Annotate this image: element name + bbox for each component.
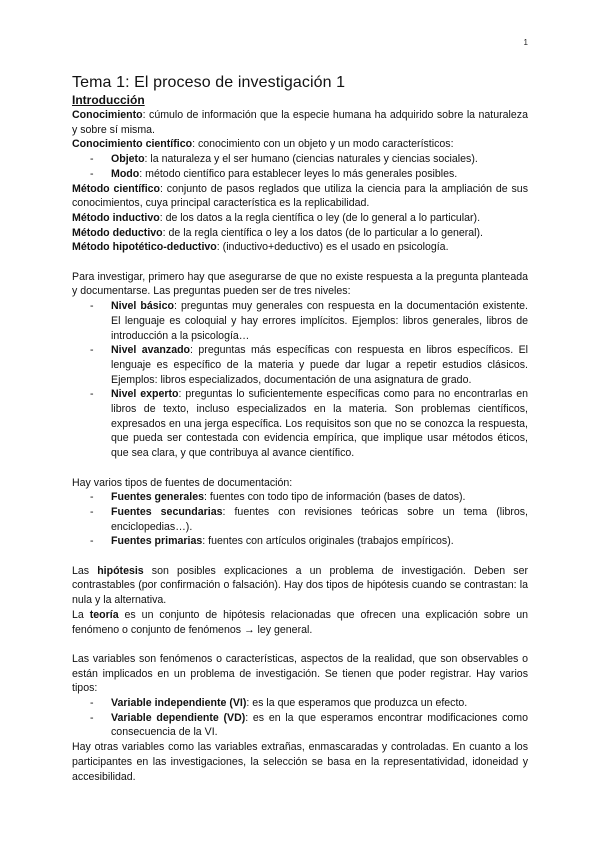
term: Variable independiente (VI): [111, 697, 247, 710]
definition-metodo-cientifico: [72, 182, 528, 211]
list-item-modo: [72, 167, 528, 182]
definition-metodo-inductivo: [72, 211, 528, 226]
term: Método hipotético-deductivo: [72, 241, 217, 254]
definition-metodo-deductivo: [72, 226, 528, 241]
definition-text: : conjunto de pasos reglados que utiliza la ciencia para la ampliación de sus conocimientos, cuya principal característica es la replicabilidad.: [72, 182, 528, 210]
term: Nivel avanzado: [111, 344, 191, 357]
definition-conocimiento-cientifico: [72, 137, 528, 152]
list-item-fuentes-primarias: [72, 534, 528, 549]
niveles-list: [72, 299, 528, 461]
definition-text: : fuentes con todo tipo de información (bases de datos).: [204, 491, 466, 504]
definition-text: : de los datos a la regla científica o ley (de lo general a lo particular).: [159, 211, 481, 224]
definition-text: : fuentes con artículos originales (trabajos empíricos).: [202, 535, 454, 548]
text: Las: [72, 564, 98, 577]
term: Fuentes secundarias: [111, 505, 223, 518]
list-item-nivel-experto: [72, 387, 528, 461]
teoria-paragraph: [72, 608, 528, 637]
fuentes-intro: Hay varios tipos de fuentes de documentación:: [72, 476, 293, 489]
definition-text: : conocimiento con un objeto y un modo característicos:: [192, 138, 454, 151]
text: son posibles explicaciones a un problema de investigación. Deben ser contrastables (por confirmación o falsación). Hay dos tipos de hipótesis cuando se contrastan: la nula y la alternativa.: [72, 564, 528, 607]
spacer: [72, 461, 528, 476]
term: Nivel básico: [111, 300, 174, 313]
variables-outro: Hay otras variables como las variables extrañas, enmascaradas y controladas. En cuanto a los participantes en las investigaciones, la selección se basa en la representatividad, idoneidad y accesibilidad.: [72, 741, 528, 783]
definition-text: : cúmulo de información que la especie humana ha adquirido sobre la naturaleza y sobre sí misma.: [72, 109, 528, 136]
definition-conocimiento: [72, 108, 528, 137]
term: Fuentes primarias: [111, 535, 203, 548]
term: Método deductivo: [72, 226, 163, 239]
term: Método inductivo: [72, 211, 160, 224]
list-item-fuentes-secundarias: [72, 505, 528, 534]
term: hipótesis: [97, 564, 144, 577]
definition-text: : (inductivo+deductivo) es el usado en psicología.: [216, 241, 449, 254]
text: La: [72, 608, 90, 621]
list-item-vi: [72, 696, 528, 711]
definition-text: : de la regla científica o ley a los datos (de lo particular a lo general).: [162, 226, 483, 239]
hipotesis-paragraph: [72, 564, 528, 608]
definition-metodo-hipotetico: [72, 240, 528, 255]
term: Conocimiento: [72, 109, 143, 121]
term: Objeto: [111, 153, 145, 166]
definition-text: : fuentes con revisiones teóricas sobre un tema (libros, enciclopedias…).: [111, 505, 529, 533]
variables-intro: Las variables son fenómenos o características, aspectos de la realidad, que son observables o están implicados en un problema de investigación. Se tienen que poder registrar. Hay varios tipos:: [72, 652, 528, 695]
text: es un conjunto de hipótesis relacionadas que ofrecen una explicación sobre un fenómeno o conjunto de fenómenos → ley general.: [72, 608, 528, 636]
term: Fuentes generales: [111, 491, 205, 504]
term: Modo: [111, 167, 140, 180]
definition-text: : preguntas lo suficientemente específicas como para no encontrarlas en libros de texto, incluso especializados en la materia. Son problemas científicos, expresados en una jerga específica. Los requisitos son que no se conozca la respuesta, que pueda ser contestada con evidencia empírica, que implique usar métodos éticos, que sea clara, y que contribuya al avance científico.: [111, 388, 528, 460]
definition-text: : la naturaleza y el ser humano (ciencias naturales y ciencias sociales).: [144, 153, 478, 166]
definition-text: : método científico para establecer leyes lo más generales posibles.: [139, 167, 458, 180]
definition-text: : es la que esperamos que produzca un efecto.: [246, 697, 468, 710]
spacer: [72, 549, 528, 564]
page-number: 1: [523, 38, 528, 47]
variables-list: [72, 696, 528, 740]
term: Conocimiento científico: [72, 138, 193, 151]
section-heading-introduccion: Introducción: [72, 93, 145, 107]
page-title: Tema 1: El proceso de investigación 1: [72, 74, 346, 91]
list-item-objeto: [72, 152, 528, 167]
investigar-intro: Para investigar, primero hay que asegurarse de que no existe respuesta a la pregunta planteada y documentarse. Las preguntas pueden ser de tres niveles:: [72, 270, 528, 298]
spacer: [72, 255, 528, 270]
term: Método científico: [72, 182, 161, 195]
list-item-nivel-avanzado: [72, 343, 528, 387]
fuentes-list: [72, 490, 528, 549]
term: Nivel experto: [111, 388, 179, 401]
definition-text: : preguntas muy generales con respuesta en la documentación existente. El lenguaje es coloquial y hay errores implícitos. Ejemplos: libros generales, libros de introducción a la psicología…: [111, 300, 528, 342]
list-item-fuentes-generales: [72, 490, 528, 505]
list-item-vd: [72, 711, 528, 740]
term: Variable dependiente (VD): [111, 711, 246, 724]
definition-text: : es en la que esperamos encontrar modificaciones como consecuencia de la VI.: [111, 711, 528, 739]
spacer: [72, 637, 528, 652]
definition-text: : preguntas más específicas con respuesta en libros específicos. El lenguaje es específico de la materia y puede dar lugar a repetir estudios clásicos. Ejemplos: libros especializados, documentación de una asignatura de grado.: [111, 344, 528, 386]
term: teoría: [89, 608, 119, 621]
list-item-nivel-basico: [72, 299, 528, 343]
conocimiento-list: [72, 152, 528, 181]
